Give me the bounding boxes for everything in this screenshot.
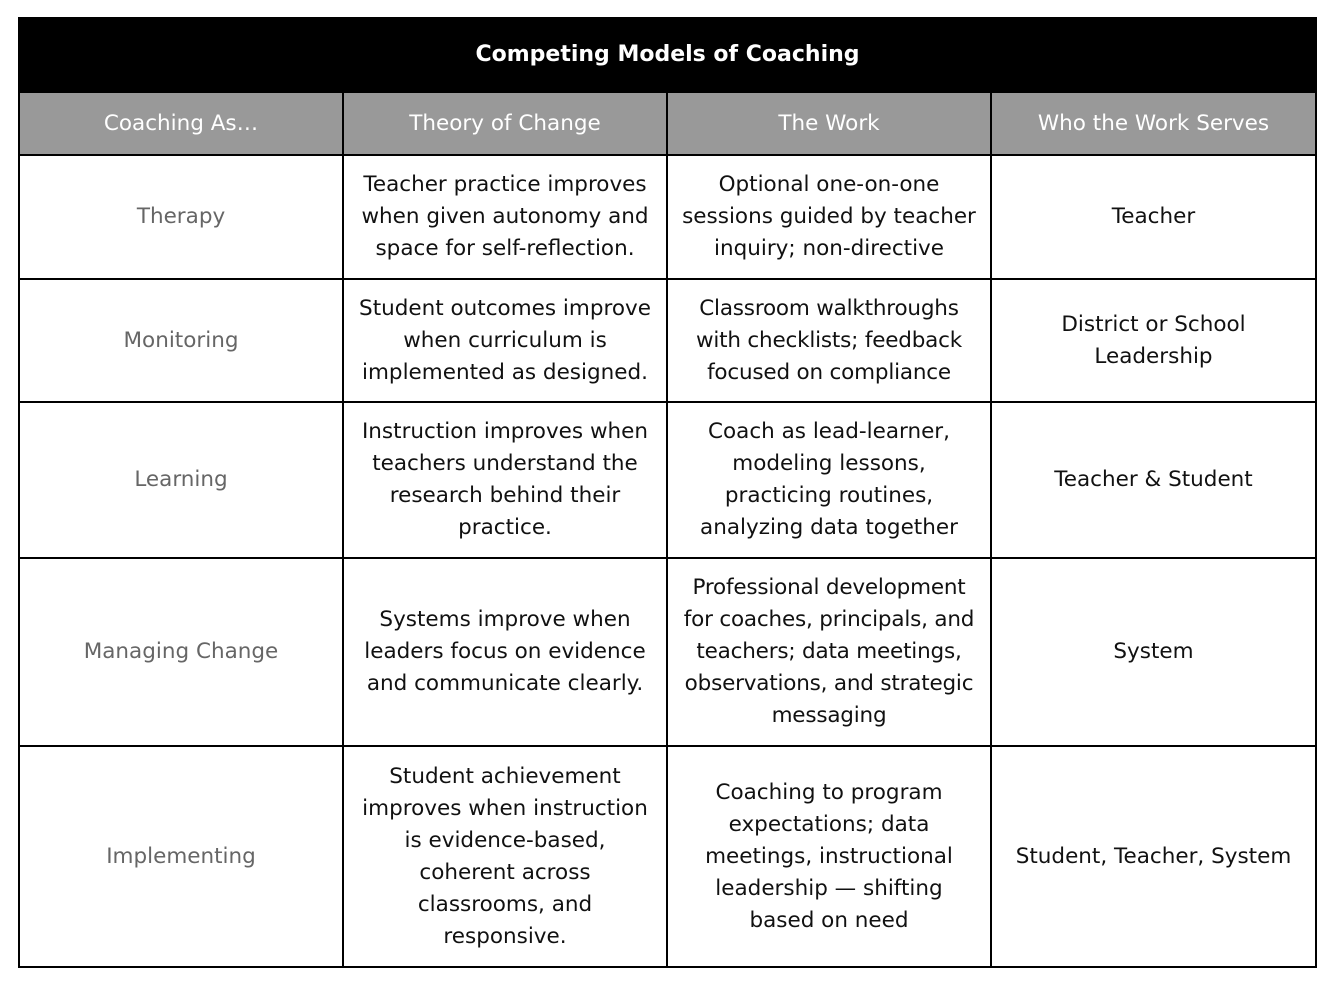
serves-cell: Teacher & Student <box>991 402 1316 558</box>
theory-cell: Systems improve when leaders focus on evidence and communicate clearly. <box>343 558 667 746</box>
work-cell: Optional one-on-one sessions guided by teacher inquiry; non-directive <box>667 155 991 279</box>
coaching-models-table-container <box>18 17 1315 968</box>
work-cell: Classroom walkthroughs with checklists; feedback focused on compliance <box>667 279 991 402</box>
row-label-learning: Learning <box>19 402 343 558</box>
table-row <box>19 558 1316 746</box>
header-coaching-as: Coaching As… <box>19 92 343 155</box>
work-cell: Coach as lead-learner, modeling lessons, practicing routines, analyzing data together <box>667 402 991 558</box>
theory-cell: Student outcomes improve when curriculum is implemented as designed. <box>343 279 667 402</box>
row-label-managing-change: Managing Change <box>19 558 343 746</box>
work-cell: Professional development for coaches, principals, and teachers; data meetings, observations, and strategic messaging <box>667 558 991 746</box>
serves-cell: Student, Teacher, System <box>991 746 1316 967</box>
table-row <box>19 402 1316 558</box>
work-cell: Coaching to program expectations; data meetings, instructional leadership — shifting based on need <box>667 746 991 967</box>
table-row <box>19 155 1316 279</box>
theory-cell: Student achievement improves when instruction is evidence-based, coherent across classrooms, and responsive. <box>343 746 667 967</box>
header-who-the-work-serves: Who the Work Serves <box>991 92 1316 155</box>
header-theory-of-change: Theory of Change <box>343 92 667 155</box>
serves-cell: Teacher <box>991 155 1316 279</box>
table-row <box>19 746 1316 967</box>
header-row <box>19 92 1316 155</box>
row-label-implementing: Implementing <box>19 746 343 967</box>
table-title: Competing Models of Coaching <box>19 18 1316 92</box>
row-label-therapy: Therapy <box>19 155 343 279</box>
row-label-monitoring: Monitoring <box>19 279 343 402</box>
title-row <box>19 18 1316 92</box>
coaching-models-table <box>18 17 1317 968</box>
serves-cell: System <box>991 558 1316 746</box>
theory-cell: Teacher practice improves when given autonomy and space for self-reflection. <box>343 155 667 279</box>
theory-cell: Instruction improves when teachers understand the research behind their practice. <box>343 402 667 558</box>
serves-cell: District or School Leadership <box>991 279 1316 402</box>
table-row <box>19 279 1316 402</box>
header-the-work: The Work <box>667 92 991 155</box>
